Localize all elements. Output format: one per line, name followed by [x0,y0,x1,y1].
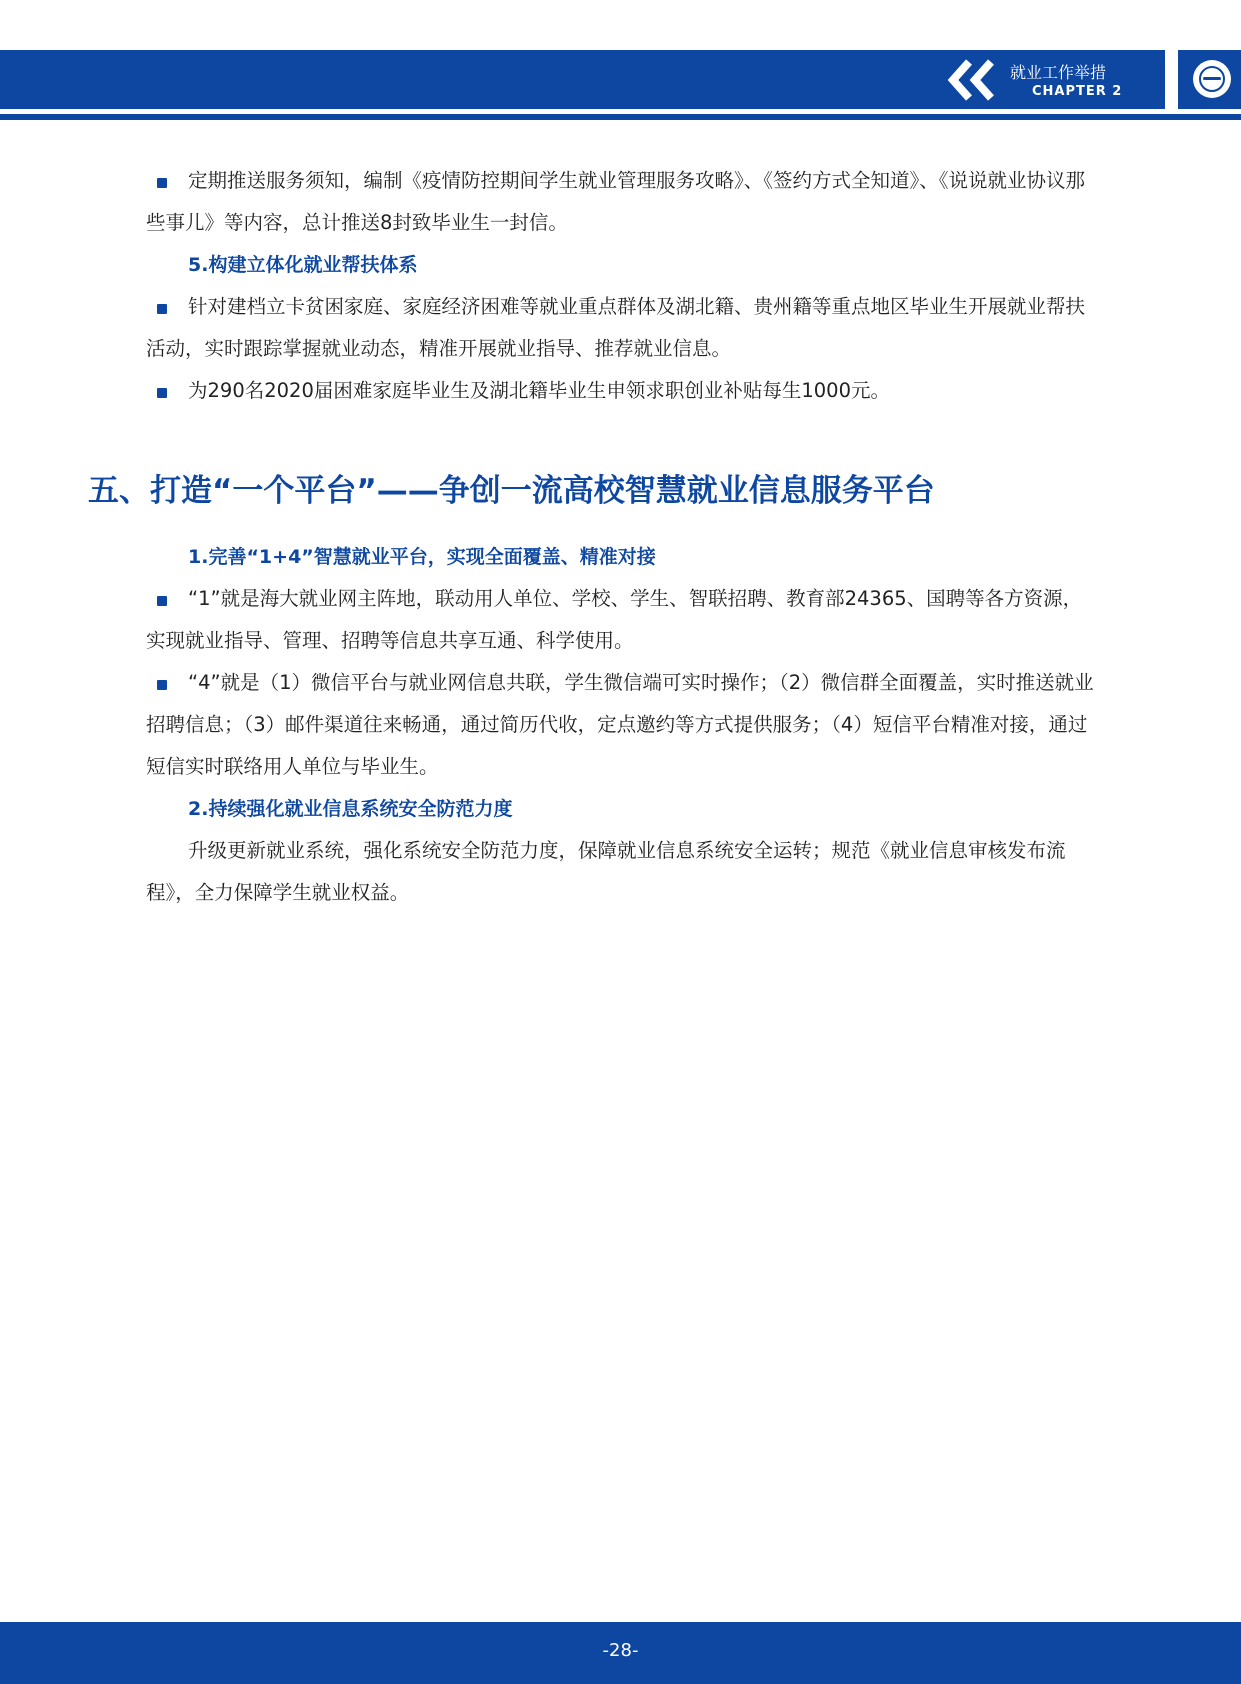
footer-band [0,1622,1241,1684]
bullet-text: 定期推送服务须知，编制《疫情防控期间学生就业管理服务攻略》、《签约方式全知道》、《说说就业协议那些事儿》等内容，总计推送8封致毕业生一封信。 [146,169,1086,234]
body-paragraph: 升级更新就业系统，强化系统安全防范力度，保障就业信息系统安全运转；规范《就业信息审核发布流程》，全力保障学生就业权益。 [146,839,1066,904]
chapter-title: 就业工作举措 [1010,63,1107,82]
header-divider [0,114,1241,120]
bullet-square-icon [157,388,167,398]
bullet-text: “1”就是海大就业网主阵地，联动用人单位、学校、学生、智联招聘、教育部24365、国聘等各方资源，实现就业指导、管理、招聘等信息共享互通、科学使用。 [146,587,1083,652]
bullet-item [146,370,1096,412]
chapter-subtitle: CHAPTER 2 [1032,84,1123,99]
main-content [88,160,1096,914]
bullet-item [146,578,1096,662]
bullet-item [146,160,1096,244]
sub-heading: 2.持续强化就业信息系统安全防范力度 [188,798,513,820]
sub-heading: 1.完善“1+4”智慧就业平台，实现全面覆盖、精准对接 [188,546,656,568]
bullet-item [146,662,1096,788]
university-seal-icon [1193,60,1231,98]
bullet-text: 针对建档立卡贫困家庭、家庭经济困难等就业重点群体及湖北籍、贵州籍等重点地区毕业生开展就业帮扶活动，实时跟踪掌握就业动态，精准开展就业指导、推荐就业信息。 [146,295,1086,360]
page-number: -28- [602,1640,639,1661]
bullet-square-icon [157,178,167,188]
double-chevron-left-icon [945,58,997,102]
bullet-item [146,286,1096,370]
bullet-square-icon [157,596,167,606]
section-title: 五、打造“一个平台”——争创一流高校智慧就业信息服务平台 [88,473,935,509]
bullet-text: “4”就是（1）微信平台与就业网信息共联，学生微信端可实时操作；（2）微信群全面覆盖，实时推送就业招聘信息；（3）邮件渠道往来畅通，通过简历代收，定点邀约等方式提供服务；（4）短信平台精准对接，通过短信实时联络用人单位与毕业生。 [146,671,1094,778]
bullet-text: 为290名2020届困难家庭毕业生及湖北籍毕业生申领求职创业补贴每生1000元。 [188,379,890,402]
logo-box [1178,50,1241,109]
bullet-square-icon [157,304,167,314]
bullet-square-icon [157,680,167,690]
sub-heading: 5.构建立体化就业帮扶体系 [188,254,418,276]
